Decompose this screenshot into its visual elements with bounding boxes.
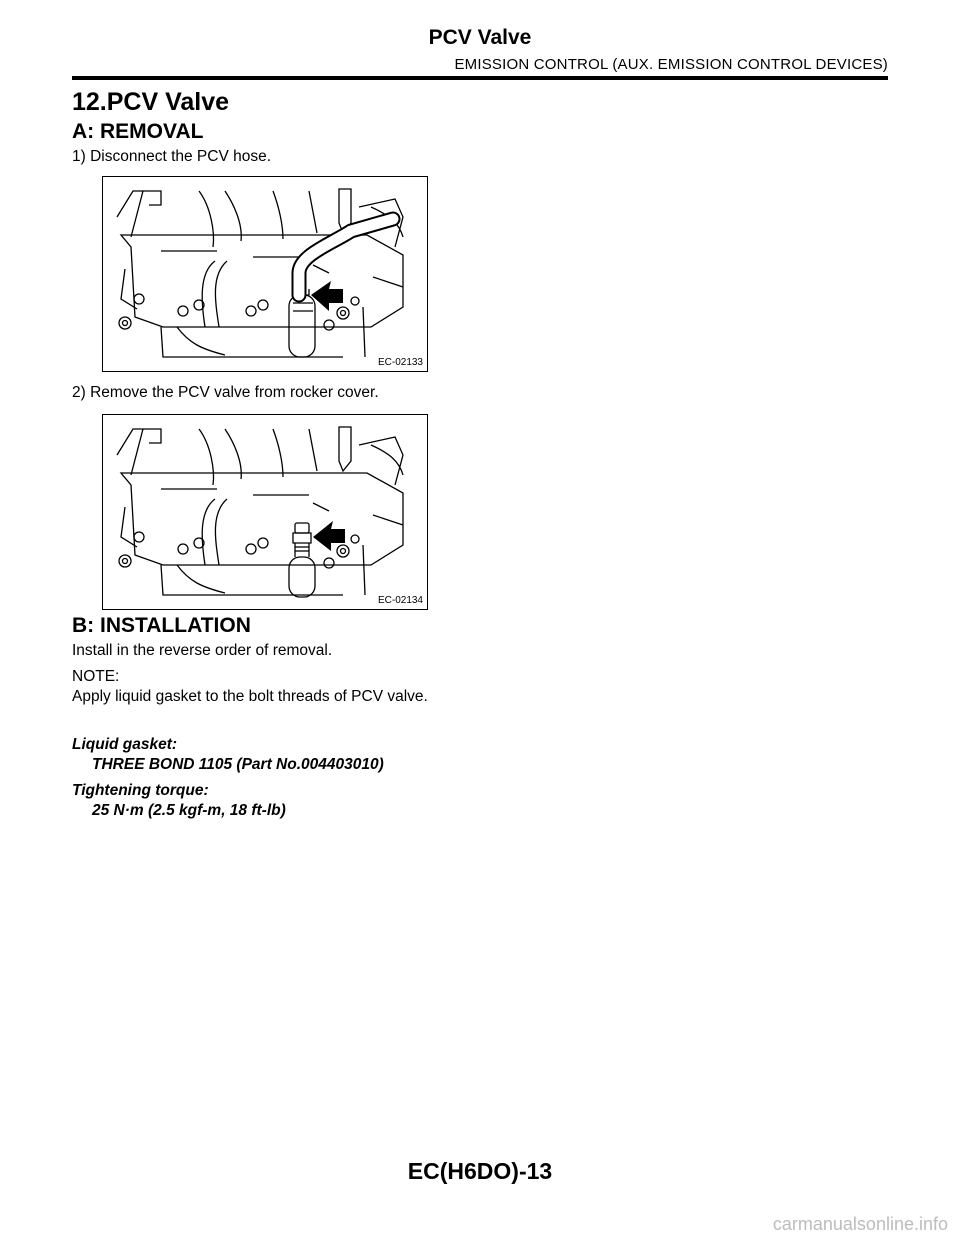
engine-illustration-1 (103, 177, 427, 371)
figure-disconnect-hose (102, 176, 428, 372)
watermark: carmanualsonline.info (772, 1214, 948, 1234)
page-number: EC(H6DO)-13 (407, 1158, 553, 1184)
gasket-label: Liquid gasket: (72, 736, 178, 753)
removal-step-1: 1) Disconnect the PCV hose. (72, 148, 272, 165)
gasket-value: THREE BOND 1105 (Part No.004403010) (92, 756, 384, 773)
removal-heading: A: REMOVAL (72, 120, 204, 143)
header-rule (72, 76, 888, 80)
section-title: 12.PCV Valve (72, 88, 230, 116)
torque-label: Tightening torque: (72, 782, 209, 799)
note-text: Apply liquid gasket to the bolt threads of PCV valve. (72, 688, 428, 705)
note-label: NOTE: (72, 668, 120, 685)
torque-value: 25 N·m (2.5 kgf-m, 18 ft-lb) (92, 802, 286, 819)
header-title: PCV Valve (428, 26, 532, 49)
installation-text: Install in the reverse order of removal. (72, 642, 333, 659)
figure-1-label: EC-02133 (377, 357, 423, 368)
figure-remove-valve (102, 414, 428, 610)
engine-illustration-2 (103, 415, 427, 609)
installation-heading: B: INSTALLATION (72, 614, 251, 637)
figure-2-label: EC-02134 (377, 595, 423, 606)
removal-step-2: 2) Remove the PCV valve from rocker cover. (72, 384, 379, 401)
header-subtitle: EMISSION CONTROL (AUX. EMISSION CONTROL DEVICES) (454, 56, 888, 73)
